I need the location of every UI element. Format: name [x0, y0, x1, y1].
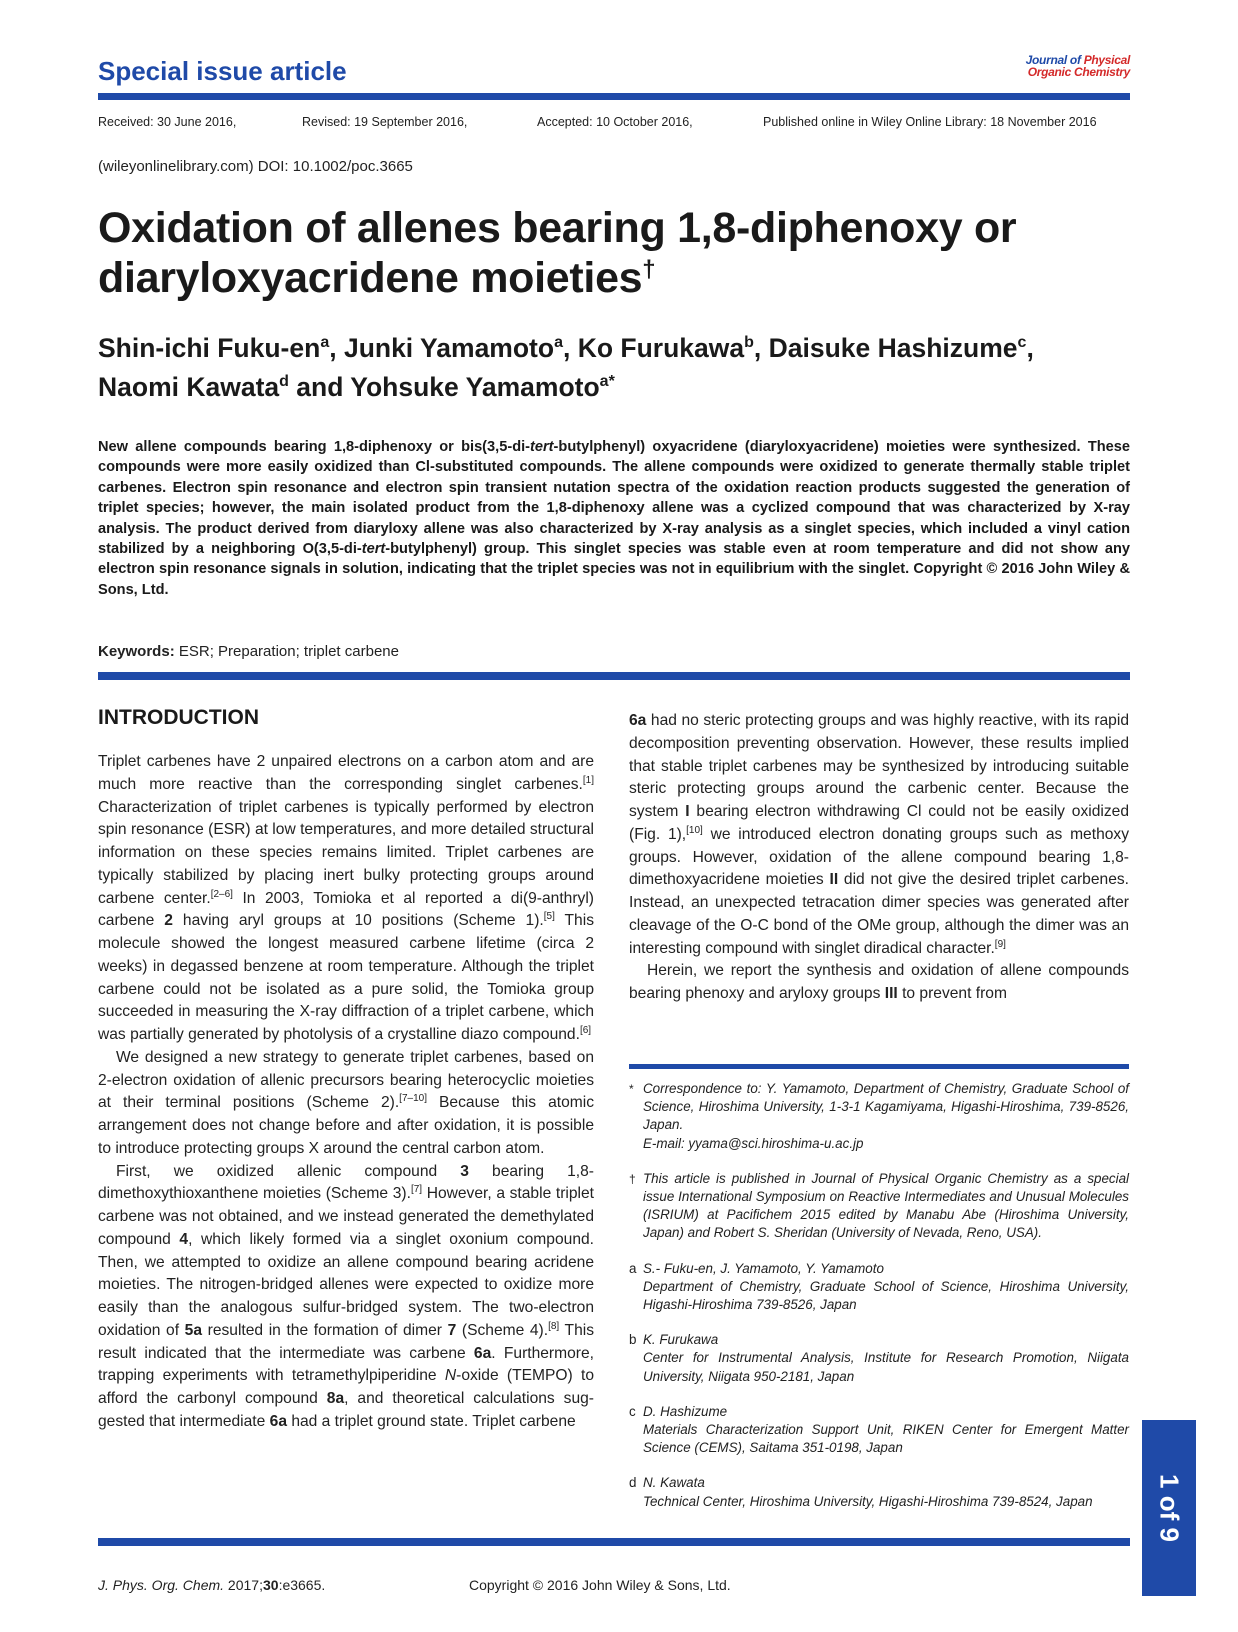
author-affiliation: d [279, 372, 289, 390]
correspondence-email[interactable]: E-mail: yyama@sci.hiroshima-u.ac.jp [643, 1135, 864, 1151]
revised-date: Revised: 19 September 2016, [302, 115, 468, 129]
paragraph-continued: 6a had no steric protecting groups and was highly reactive, with its rapid decomposition preventing observation. However, these results implied that stable triplet carbenes may be synthesized by introducing suitable steric protecting groups around the carbenic center. Because the system I bearing electron withdrawing Cl could not be easily oxidized (Fig. 1),[10] we introduced electron donating groups such as methoxy groups. However, oxidation of the allene compound bearing 1,8-dimethoxyacridene moieties II did not give the desired triplet carbenes. Instead, an unexpected tetracation dimer species was generated after cleavage of the O-C bond of the OMe group, although the dimer was an interesting compound with singlet diradical character.[9] [629, 712, 1130, 957]
received-date: Received: 30 June 2016, [98, 115, 237, 129]
correspondence-text: Correspondence to: Y. Yamamoto, Department of Chemistry, Graduate School of Science, Hiroshima University, 1-3-1 Kagamiyama, Higashi-Hiroshima, 739-8526, Japan. [643, 1081, 1129, 1133]
affiliation [629, 1403, 1129, 1458]
affiliation-address: Department of Chemistry, Graduate School of Science, Hiroshima University, Higashi-Hiroshima 739-8526, Japan [643, 1278, 1129, 1313]
author-affiliation: c [1017, 334, 1027, 351]
paragraph: Triplet carbenes have 2 unpaired electrons on a carbon atom and are much more reactive than the corresponding singlet carbenes.[1] Characterization of triplet carbenes is typically performed by electron spin resonance (ESR) at low temperatures, and more detailed structural information on these species remains limited. Triplet carbenes are typically stabilized by placing inert bulky protecting groups around carbene center.[2–6] In 2003, Tomioka et al reported a di(9-anthryl) carbene 2 having aryl groups at 10 positions (Scheme 1).[5] This molecule showed the longest measured carbene lifetime (circa 2 weeks) in degassed benzene at room temperature. Although the triplet carbene could not be isolated as a pure solid, the Tomioka group succeeded in measuring the X-ray diffraction of a triplet carbene, which was partially generated by photolysis of a crystalline diazo compound.[6] [98, 753, 594, 1043]
author-affiliation: b [744, 334, 754, 351]
abstract-italic: tert [361, 541, 386, 558]
affiliation-names: K. Furukawa [643, 1332, 719, 1348]
doi[interactable]: (wileyonlinelibrary.com) DOI: 10.1002/poc.3665 [98, 158, 413, 175]
author-name: Junki Yamamoto [343, 332, 555, 363]
published-date: Published online in Wiley Online Library: 18 November 2016 [763, 115, 1097, 129]
affiliation-names: N. Kawata [643, 1475, 705, 1491]
author-separator: , [1026, 332, 1034, 363]
body-column-left [98, 751, 594, 1434]
page-number-tab [1142, 1420, 1196, 1596]
page-number: 1 of 9 [1154, 1474, 1185, 1542]
affiliation-address: Center for Instrumental Analysis, Institute for Research Promotion, Niigata University, Niigata 950-2181, Japan [643, 1350, 1129, 1384]
affiliation-names: D. Hashizume [643, 1403, 728, 1419]
author-name: Shin-ichi Fuku-en [98, 332, 321, 363]
affiliation [629, 1260, 1129, 1315]
citation[interactable]: [8] [548, 1320, 560, 1332]
accepted-date: Accepted: 10 October 2016, [537, 115, 693, 129]
abstract-text: New allene compounds bearing 1,8-diphenoxy or bis(3,5-di- [98, 439, 531, 455]
author-affiliation: a [554, 334, 563, 351]
author-affiliation: a* [599, 372, 615, 390]
abstract-italic: tert [530, 439, 554, 455]
citation[interactable]: [9] [994, 938, 1006, 950]
author-separator: , [329, 332, 344, 363]
journal-logo-line1a: Journal of [1025, 53, 1084, 67]
special-issue-text: This article is published in Journal of Physical Organic Chemistry as a special issue International Symposium on Reactive Intermediates and Unusual Molecules (ISRIUM) at Pacifichem 2015 edited by Manabu Abe (Hiroshima University, Japan) and Robert S. Sheridan (University of Nevada, Reno, USA). [643, 1170, 1129, 1241]
keywords [98, 643, 399, 660]
author-separator: , [753, 332, 769, 363]
footnote-mark: * [629, 1082, 634, 1096]
citation-article: :e3665. [278, 1577, 326, 1593]
citation[interactable]: [10] [686, 824, 703, 836]
journal-logo [1026, 54, 1130, 78]
affiliation-mark: a [629, 1260, 637, 1276]
author-affiliation: a [320, 334, 330, 351]
affiliation-mark: b [629, 1332, 637, 1348]
paragraph: First, we oxidized allenic compound 3 bearing 1,8-dimethoxythioxanthene moieties (Scheme 3).[7] However, a stable triplet carbene was not obtained, and we instead generated the demethylated compound 4, which likely formed via a singlet oxonium compound. Then, we attempted to oxidize an allene compound bearing acridene moieties. The nitrogen-bridged allenes were expected to oxidize more easily than the analogous sulfur-bridged system. The two-electron oxidation of 5a resulted in the formation of dimer 7 (Scheme 4).[8] This result indicated that the intermediate was carbene 6a. Furthermore, trapping experiments with tetramethylpiperidine N-oxide (TEMPO) to afford the carbonyl compound 8a, and theoretical calculations suggested that intermediate 6a had a triplet ground state. Triplet carbene [98, 1162, 595, 1430]
keywords-label: Keywords: [98, 643, 175, 660]
section-heading: INTRODUCTION [98, 706, 259, 729]
body-column-right [629, 710, 1129, 1006]
author-name: Daisuke Hashizume [768, 332, 1018, 363]
abstract [98, 437, 1130, 600]
author-name: Yohsuke Yamamoto [350, 371, 600, 402]
citation-footer [98, 1577, 325, 1593]
title-dagger: † [642, 256, 656, 283]
affiliation-names: S.- Fuku-en, J. Yamamoto, Y. Yamamoto [643, 1260, 884, 1276]
author-list [98, 326, 1138, 404]
header-rule [98, 93, 1130, 100]
citation[interactable]: [7–10] [399, 1093, 427, 1105]
paragraph: We designed a new strategy to generate triplet carbenes, based on 2-electron oxidation of allenic precursors bearing heterocyclic moieties at their terminal positions (Scheme 2).[7–10] Because this atomic arrangement does not change before and after oxidation, it is possible to introduce protecting groups X around the central carbon atom. [98, 1048, 594, 1157]
citation-journal: J. Phys. Org. Chem. [98, 1577, 225, 1593]
journal-logo-line2: Organic Chemistry [1027, 65, 1130, 79]
footnote-rule [629, 1064, 1129, 1069]
paragraph: Herein, we report the synthesis and oxidation of allene compounds bearing phenoxy and aryloxy groups III to prevent from [629, 962, 1129, 1002]
journal-logo-line1b: Physical [1083, 53, 1130, 67]
section-label: Special issue article [98, 56, 347, 86]
footnotes [629, 1080, 1129, 1528]
citation-volume: 30 [262, 1577, 279, 1593]
special-issue-note [629, 1170, 1129, 1243]
abstract-text: -butylphenyl) oxyacridene (diaryloxyacridene) moieties were synthesized. These compounds were more easily oxidized than Cl-substituted compounds. The allene compounds were oxidized to generate thermally stable triplet carbenes. Electron spin resonance and electron spin transient nutation spectra of the oxidation reaction products suggested the generation of triplet species; however, the main isolated product from the 1,8-diphenoxy allene was a cyclized compound that was characterized by X-ray analysis. The product derived from diaryloxy allene was also characterized by X-ray analysis as a singlet species, which included a vinyl cation stabilized by a neighboring O(3,5-di- [98, 439, 1130, 558]
affiliation-address: Materials Characterization Support Unit, RIKEN Center for Emergent Matter Science (CEMS), Saitama 351-0198, Japan [643, 1422, 1129, 1456]
citation-year: 2017; [224, 1577, 263, 1593]
author-name: Ko Furukawa [577, 332, 745, 363]
title-line-2: diaryloxyacridene moieties [98, 254, 643, 302]
citation[interactable]: [1] [582, 774, 594, 786]
keywords-text: ESR; Preparation; triplet carbene [174, 643, 399, 660]
affiliation-mark: c [629, 1403, 636, 1419]
author-separator: and [288, 371, 351, 402]
footer-rule [98, 1538, 1130, 1546]
citation[interactable]: [6] [579, 1024, 592, 1036]
citation[interactable]: [5] [543, 911, 555, 923]
title-line-1: Oxidation of allenes bearing 1,8-diphenoxy or [98, 204, 1017, 252]
article-title [98, 203, 1138, 303]
affiliation [629, 1474, 1129, 1510]
affiliation [629, 1331, 1129, 1386]
abstract-text: -butylphenyl) group. This singlet species was stable even at room temperature and did not show any electron spin resonance signals in solution, indicating that the triplet species was not in equilibrium with the singlet. Copyright © 2016 John Wiley & Sons, Ltd. [98, 541, 1130, 598]
citation[interactable]: [2–6] [210, 888, 233, 900]
correspondence-note [629, 1080, 1129, 1153]
footnote-mark: † [629, 1171, 636, 1186]
abstract-rule [98, 672, 1130, 680]
affiliation-address: Technical Center, Hiroshima University, Higashi-Hiroshima 739-8524, Japan [643, 1493, 1093, 1509]
copyright-footer: Copyright © 2016 John Wiley & Sons, Ltd. [469, 1577, 731, 1593]
affiliation-mark: d [629, 1475, 637, 1491]
author-separator: , [562, 332, 578, 363]
citation[interactable]: [7] [410, 1184, 423, 1196]
author-name: Naomi Kawata [98, 371, 280, 402]
